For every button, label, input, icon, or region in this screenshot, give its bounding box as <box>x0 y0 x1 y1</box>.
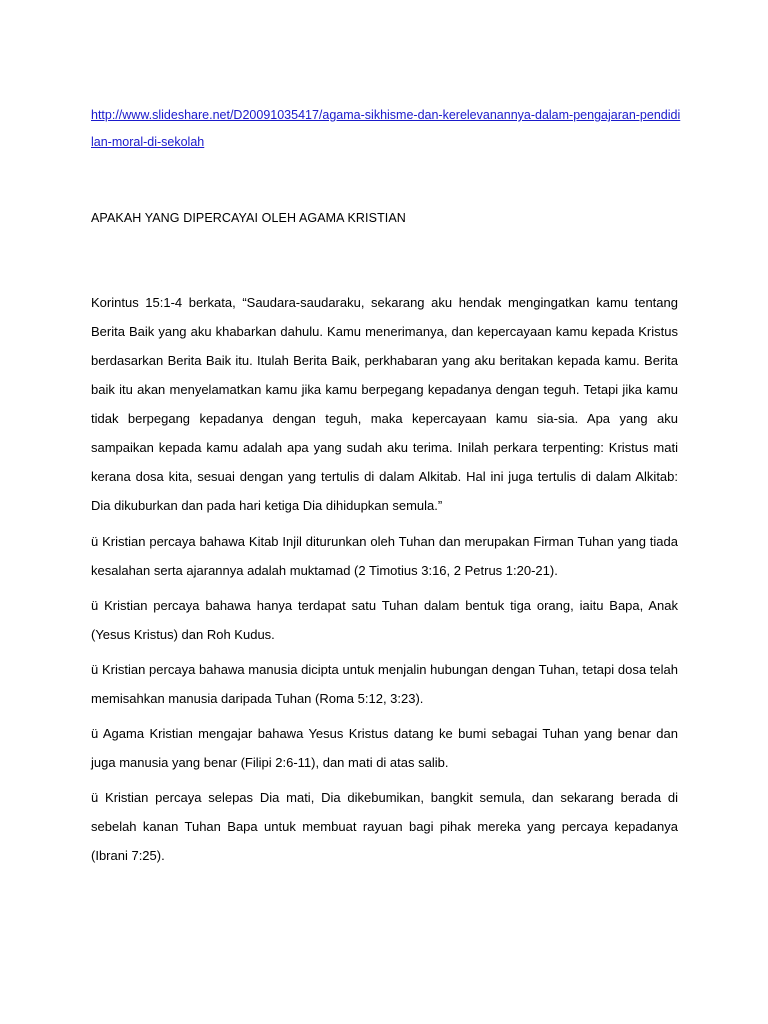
source-link[interactable]: http://www.slideshare.net/D20091035417/agama-sikhisme-dan-kerelevanannya-dalam-pengajaran-pendidilan-moral-di-sekolah <box>91 108 681 149</box>
paragraph-point-5: ü Kristian percaya selepas Dia mati, Dia dikebumikan, bangkit semula, dan sekarang berada di sebelah kanan Tuhan Bapa untuk membuat rayuan bagi pihak mereka yang percaya kepadanya (Ibrani 7:25). <box>91 790 678 863</box>
paragraph-point-2: ü Kristian percaya bahawa hanya terdapat satu Tuhan dalam bentuk tiga orang, iaitu Bapa, Anak (Yesus Kristus) dan Roh Kudus. <box>91 598 678 642</box>
source-link-block <box>91 102 681 156</box>
document-body <box>91 288 678 876</box>
paragraph-point-1: ü Kristian percaya bahawa Kitab Injil diturunkan oleh Tuhan dan merupakan Firman Tuhan yang tiada kesalahan serta ajarannya adalah muktamad (2 Timotius 3:16, 2 Petrus 1:20-21). <box>91 534 678 578</box>
document-heading: APAKAH YANG DIPERCAYAI OLEH AGAMA KRISTIAN <box>91 211 406 225</box>
paragraph-korintus: Korintus 15:1-4 berkata, “Saudara-saudaraku, sekarang aku hendak mengingatkan kamu tentang Berita Baik yang aku khabarkan dahulu. Kamu menerimanya, dan kepercayaan kamu kepada Kristus berdasarkan Berita Baik itu. Itulah Berita Baik, perkhabaran yang aku beritakan kepada kamu. Berita baik itu akan menyelamatkan kamu jika kamu berpegang kepadanya dengan teguh. Tetapi jika kamu tidak berpegang kepadanya dengan teguh, maka kepercayaan kamu sia-sia. Apa yang aku sampaikan kepada kamu adalah apa yang sudah aku terima. Inilah perkara terpenting: Kristus mati kerana dosa kita, sesuai dengan yang tertulis di dalam Alkitab. Hal ini juga tertulis di dalam Alkitab: Dia dikuburkan dan pada hari ketiga Dia dihidupkan semula.” <box>91 295 678 513</box>
paragraph-point-3: ü Kristian percaya bahawa manusia dicipta untuk menjalin hubungan dengan Tuhan, tetapi dosa telah memisahkan manusia daripada Tuhan (Roma 5:12, 3:23). <box>91 662 678 706</box>
paragraph-point-4: ü Agama Kristian mengajar bahawa Yesus Kristus datang ke bumi sebagai Tuhan yang benar dan juga manusia yang benar (Filipi 2:6-11), dan mati di atas salib. <box>91 726 678 770</box>
